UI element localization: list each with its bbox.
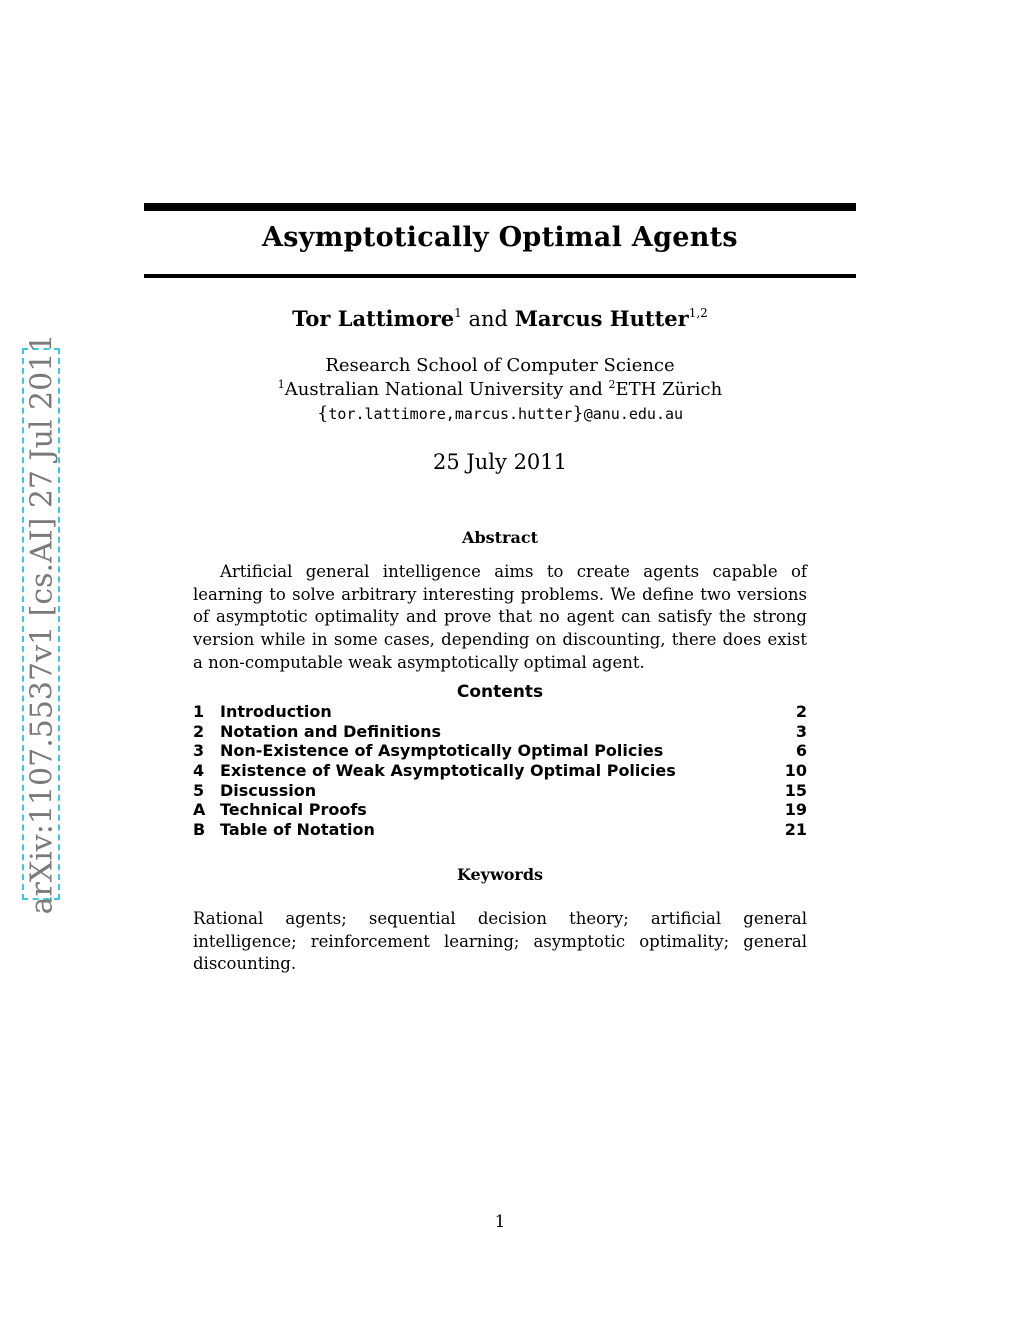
- email-domain: @anu.edu.au: [583, 405, 684, 423]
- toc-title: Notation and Definitions: [220, 721, 442, 741]
- toc-entry[interactable]: [193, 722, 807, 742]
- email-brace-open: {: [316, 403, 329, 424]
- toc-entry[interactable]: [193, 702, 807, 722]
- keywords-text: Rational agents; sequential decision theory; artificial general intelligence; reinforcement learning; asymptotic optimality; general discounting.: [193, 909, 807, 974]
- toc-number: 1: [193, 702, 205, 721]
- toc-page: 2: [795, 702, 807, 721]
- toc-entry[interactable]: [193, 820, 807, 840]
- author-name: Tor Lattimore: [292, 306, 455, 331]
- toc-page: 6: [795, 741, 807, 761]
- contents-heading: Contents: [456, 682, 544, 702]
- paper-title: Asymptotically Optimal Agents: [262, 222, 738, 253]
- toc-page: 10: [784, 761, 807, 781]
- keywords-heading: Keywords: [456, 865, 544, 884]
- toc-title: Existence of Weak Asymptotically Optimal Policies: [220, 761, 676, 781]
- toc-entry[interactable]: [193, 741, 807, 761]
- title-bottom-rule: [144, 274, 856, 278]
- toc-page: 21: [784, 820, 807, 840]
- toc-title: Table of Notation: [220, 820, 375, 840]
- author-affil-mark: 1,2: [688, 306, 708, 320]
- toc-page: 3: [795, 721, 807, 741]
- toc-number: 2: [193, 721, 205, 741]
- toc-entry[interactable]: [193, 800, 807, 820]
- toc-number: 4: [193, 761, 205, 781]
- toc-page: 19: [784, 800, 807, 820]
- toc-number: 3: [193, 741, 205, 761]
- email-users: tor.lattimore,marcus.hutter: [328, 405, 573, 423]
- toc-title: Introduction: [220, 702, 332, 721]
- author-conjunction: and: [468, 307, 508, 331]
- toc-page: 15: [784, 780, 807, 800]
- toc-entry[interactable]: [193, 781, 807, 801]
- toc-title: Technical Proofs: [220, 800, 367, 820]
- author-affil-mark: 1: [454, 306, 462, 320]
- paper-date: 25 July 2011: [432, 450, 568, 474]
- toc-entry[interactable]: [193, 761, 807, 781]
- arxiv-stamp[interactable]: arXiv:1107.5537v1 [cs.AI] 27 Jul 2011: [24, 333, 60, 915]
- page-number: 1: [494, 1212, 506, 1232]
- affil-mark: 2: [608, 378, 616, 391]
- institution-anu: Australian National University and: [284, 379, 609, 400]
- table-of-contents: [193, 702, 807, 840]
- author-emails[interactable]: [144, 403, 856, 424]
- affiliation-institutions: [144, 379, 856, 400]
- abstract-heading: Abstract: [462, 528, 538, 547]
- toc-number: A: [193, 800, 206, 820]
- toc-title: Discussion: [220, 780, 317, 800]
- email-brace-close: }: [572, 403, 584, 424]
- toc-number: B: [193, 820, 206, 840]
- author-line: [144, 306, 856, 331]
- toc-title: Non-Existence of Asymptotically Optimal Policies: [220, 741, 664, 761]
- affiliation-department: Research School of Computer Science: [325, 355, 675, 376]
- title-top-rule: [144, 203, 856, 211]
- author-name: Marcus Hutter: [514, 306, 689, 331]
- affil-mark: 1: [277, 378, 285, 391]
- toc-number: 5: [193, 780, 205, 800]
- institution-eth: ETH Zürich: [615, 379, 723, 400]
- abstract-text: Artificial general intelligence aims to create agents capable of learning to solve arbitrary interesting problems. We define two versions of asymptotic optimality and prove that no agent can satisfy the strong version while in some cases, depending on discounting, there does exist a non-computable weak asymptotically optimal agent.: [193, 562, 807, 672]
